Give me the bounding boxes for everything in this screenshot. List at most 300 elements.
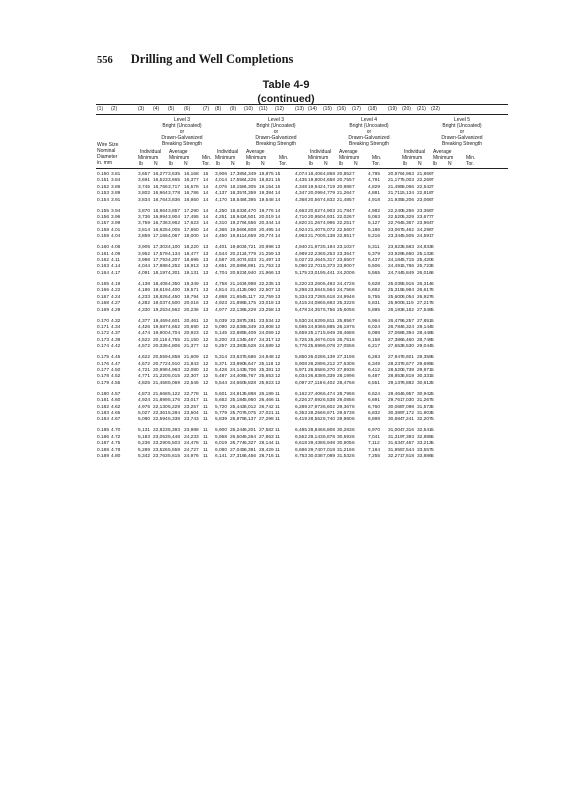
column-number: (16) <box>337 106 346 112</box>
table-cell: 7 <box>352 227 355 233</box>
table-cell: 4,350 <box>168 281 181 287</box>
sub-header-label: Minimum <box>433 155 454 161</box>
table-cell: 20,689 <box>230 264 245 270</box>
table-cell: 12 <box>203 337 209 343</box>
table-cell: 3,691 <box>138 178 151 184</box>
table-cell: 29,740 <box>308 447 323 453</box>
table-cell: 4,186 <box>138 288 151 294</box>
table-cell: 4,940 <box>295 245 308 251</box>
table-cell: 20,998 <box>153 367 168 373</box>
table-cell: 29,761 <box>388 398 403 404</box>
table-cell: 6,898 <box>368 417 381 423</box>
table-cell: 5,503 <box>168 441 181 447</box>
table-cell: 5,183 <box>138 434 151 440</box>
table-cell: 4,704 <box>168 331 181 337</box>
table-cell: 7 <box>431 227 434 233</box>
table-cell: 6,054 <box>402 294 415 300</box>
table-cell: 22,507 <box>259 288 274 294</box>
table-cell: 3,778 <box>168 191 181 197</box>
table-row <box>96 381 508 387</box>
table-row <box>96 198 508 204</box>
table-cell: 4,562 <box>168 307 181 313</box>
table-cell: 25,118 <box>259 361 274 367</box>
table-cell: 5,090 <box>215 324 228 330</box>
table-cell: 0.168 <box>97 301 110 307</box>
table-cell: 3.91 <box>111 197 121 203</box>
table-cell: 4,076 <box>215 184 228 190</box>
table-cell: 27,217 <box>417 301 432 307</box>
table-cell: 31,532 <box>337 454 352 459</box>
table-cell: 6,289 <box>295 404 308 410</box>
table-cell: 3,802 <box>138 191 151 197</box>
table-cell: 22,759 <box>259 294 274 300</box>
table-cell: 20,336 <box>153 344 168 350</box>
table-cell: 22,387 <box>230 318 245 324</box>
table-cell: 13 <box>275 281 281 287</box>
table-cell: 5,487 <box>215 374 228 380</box>
table-cell: 4.50 <box>111 367 121 373</box>
table-cell: 6,474 <box>323 391 336 397</box>
table-cell: 5,915 <box>402 281 415 287</box>
table-cell: 3.81 <box>111 172 121 177</box>
table-cell: 5,888 <box>244 391 257 397</box>
sub-header-label: Average <box>339 149 358 155</box>
table-cell: 0.172 <box>97 331 110 337</box>
column-number: (1) <box>97 106 104 112</box>
table-cell: 5,027 <box>295 258 308 264</box>
table-cell: 18,197 <box>153 270 168 276</box>
table-cell: 5,069 <box>168 380 181 386</box>
table-cell: 5,200 <box>215 337 228 343</box>
table-cell: 5,015 <box>168 374 181 380</box>
sub-header-label: Min. <box>466 155 476 161</box>
table-cell: 20,998 <box>259 245 274 251</box>
table-cell: 5,595 <box>295 324 308 330</box>
table-cell: 4.24 <box>111 294 121 300</box>
table-cell: 5,849 <box>402 270 415 276</box>
table-cell: 6 <box>352 270 355 276</box>
table-cell: 11 <box>275 391 280 397</box>
table-cell: 23,763 <box>153 454 168 459</box>
table-cell: 14 <box>203 197 209 203</box>
table-cell: 6 <box>431 270 434 276</box>
page-number: 556 <box>97 55 113 66</box>
table-cell: 25,171 <box>308 331 323 337</box>
table-cell: 0.167 <box>97 294 110 300</box>
table-cell: 23,650 <box>337 258 352 264</box>
table-cell: 21,220 <box>153 374 168 380</box>
table-cell: 4,659 <box>244 234 257 240</box>
table-cell: 15 <box>275 172 281 177</box>
table-cell: 4,450 <box>168 294 181 300</box>
table-cell: 4.60 <box>111 398 121 404</box>
table-cell: 5,506 <box>368 264 381 270</box>
table-cell: 24,086 <box>308 301 323 307</box>
table-cell: 6,141 <box>215 454 228 459</box>
table-cell: 6,201 <box>244 428 257 434</box>
table-cell: 32,271 <box>388 454 403 459</box>
table-cell: 4.17 <box>111 270 121 276</box>
table-cell: 19,384 <box>259 191 274 197</box>
sub-header-label: Minimum <box>308 155 329 161</box>
table-cell: 3,836 <box>168 197 181 203</box>
table-cell: 30,684 <box>388 417 403 423</box>
table-cell: 4,074 <box>295 172 308 177</box>
table-cell: 6,324 <box>402 324 415 330</box>
table-cell: 3,657 <box>138 172 151 177</box>
table-cell: 11 <box>203 428 208 434</box>
table-cell: 6 <box>352 417 355 423</box>
table-cell: 6 <box>352 380 355 386</box>
table-cell: 3,736 <box>138 215 151 221</box>
table-cell: 19,811 <box>230 234 245 240</box>
table-cell: 12 <box>203 367 209 373</box>
table-cell: 30,905 <box>337 441 352 447</box>
table-cell: 6,402 <box>323 380 336 386</box>
table-cell: 24,756 <box>337 288 352 294</box>
table-title: Table 4-9 <box>262 79 310 91</box>
table-cell: 20,950 <box>308 215 323 221</box>
table-cell: 5,559 <box>168 447 181 453</box>
table-cell: 5 <box>431 318 434 324</box>
table-cell: 30,593 <box>337 434 352 440</box>
table-cell: 21,259 <box>259 251 274 257</box>
table-cell: 27,973 <box>308 404 323 410</box>
table-cell: 24,589 <box>259 344 274 350</box>
table-cell: 7,316 <box>402 428 415 434</box>
table-cell: 5,964 <box>368 318 381 324</box>
table-cell: 7,184 <box>368 447 381 453</box>
table-cell: 27,582 <box>259 428 274 434</box>
table-cell: 18,619 <box>153 288 168 294</box>
table-cell: 6 <box>352 355 355 361</box>
column-number: (4) <box>153 106 160 112</box>
table-cell: 14 <box>203 178 209 184</box>
table-cell: 4.06 <box>111 245 121 251</box>
table-cell: 17,385 <box>230 172 245 177</box>
column-number: (11) <box>259 106 268 112</box>
group-header-4: Level 5 Bright (Uncoated) or Drawn-Galvanized Breaking Strength <box>441 117 483 148</box>
table-cell: 24,591 <box>417 234 432 240</box>
table-cell: 4,833 <box>244 258 257 264</box>
sub-header-label: Average <box>246 149 265 155</box>
table-cell: 14 <box>203 215 209 221</box>
table-cell: 13 <box>203 251 209 257</box>
table-cell: 7 <box>352 215 355 221</box>
table-cell: 6 <box>352 367 355 373</box>
table-cell: 26,927 <box>417 294 432 300</box>
table-cell: 23,260 <box>308 281 323 287</box>
table-cell: 21,973 <box>308 245 323 251</box>
running-head <box>97 50 293 68</box>
table-cell: 13 <box>203 281 209 287</box>
table-cell: 23,900 <box>337 264 352 270</box>
table-cell: 5,176 <box>168 398 181 404</box>
table-cell: 6 <box>352 294 355 300</box>
table-cell: 4,170 <box>215 197 228 203</box>
table-cell: 4.57 <box>111 391 121 397</box>
table-cell: 19,131 <box>184 270 199 276</box>
table-cell: 0.169 <box>97 307 110 313</box>
table-cell: 5,080 <box>138 417 151 423</box>
table-cell: 25,975 <box>230 417 245 423</box>
table-cell: 3,635 <box>168 172 181 177</box>
table-cell: 22,235 <box>259 281 274 287</box>
table-cell: 23,929 <box>388 251 403 257</box>
table-cell: 12 <box>203 331 209 337</box>
table-cell: 4,755 <box>168 337 181 343</box>
table-cell: 24,184 <box>388 258 403 264</box>
table-cell: 6,601 <box>402 355 415 361</box>
table-cell: 20,852 <box>337 172 352 177</box>
table-cell: 7,544 <box>402 447 415 453</box>
table-cell: 5,530 <box>295 318 308 324</box>
table-cell: 6 <box>352 301 355 307</box>
table-cell: 4.67 <box>111 417 121 423</box>
table-cell: 4,719 <box>323 184 336 190</box>
table-cell: 22,885 <box>230 331 245 337</box>
table-cell: 21,163 <box>230 281 245 287</box>
column-number: (18) <box>368 106 377 112</box>
table-cell: 22,307 <box>184 374 199 380</box>
table-cell: 22,851 <box>337 234 352 240</box>
table-cell: 0.184 <box>97 417 110 423</box>
table-cell: 4.34 <box>111 324 121 330</box>
table-cell: 28,475 <box>337 380 352 386</box>
table-cell: 4,250 <box>215 208 228 214</box>
table-cell: 4.32 <box>111 318 121 324</box>
table-cell: 31,004 <box>388 428 403 434</box>
table-cell: 7 <box>431 215 434 221</box>
table-cell: 22,236 <box>308 251 323 257</box>
table-cell: 0.181 <box>97 398 110 404</box>
table-cell: 27,055 <box>337 344 352 350</box>
table-cell: 13 <box>275 270 281 276</box>
table-cell: 6,024 <box>368 324 381 330</box>
table-cell: 4,931 <box>323 215 336 221</box>
table-cell: 25,900 <box>388 301 403 307</box>
table-cell: 30,389 <box>388 410 403 416</box>
table-cell: 15 <box>203 172 209 177</box>
table-cell: 4,881 <box>368 191 381 197</box>
table-cell: 30,283 <box>337 428 352 434</box>
table-cell: 5 <box>431 307 434 313</box>
table-cell: 4.45 <box>111 355 121 361</box>
table-cell: 20,016 <box>184 301 199 307</box>
table-cell: 6,419 <box>295 417 308 423</box>
table-cell: 4,587 <box>215 258 228 264</box>
chapter-title: Drilling and Well Completions <box>130 52 294 66</box>
table-cell: 6,034 <box>295 374 308 380</box>
table-cell: 31,216 <box>337 447 352 453</box>
table-cell: 5,393 <box>168 428 181 434</box>
table-cell: 27,851 <box>417 318 432 324</box>
table-cell: 0.188 <box>97 447 110 453</box>
table-cell: 4,522 <box>138 337 151 343</box>
table-cell: 21,267 <box>308 221 323 227</box>
table-cell: 3,859 <box>138 234 151 240</box>
table-cell: 4,710 <box>295 215 308 221</box>
table-cell: 19,278 <box>230 221 245 227</box>
sub-header-label: Min. <box>279 155 289 161</box>
table-cell: 6,217 <box>368 344 381 350</box>
table-cell: 7 <box>352 251 355 257</box>
table-cell: 33,557 <box>417 447 432 453</box>
table-cell: 24,833 <box>417 245 432 251</box>
table-cell: 13 <box>275 264 281 270</box>
table-cell: 7 <box>352 191 355 197</box>
table-cell: 5 <box>431 447 434 453</box>
table-cell: 3,665 <box>168 178 181 184</box>
table-cell: 6 <box>352 344 355 350</box>
table-cell: 24,629 <box>308 318 323 324</box>
table-cell: 5,755 <box>368 294 381 300</box>
table-cell: 31,903 <box>417 410 432 416</box>
table-cell: 19,794 <box>184 294 199 300</box>
table-cell: 5,220 <box>295 281 308 287</box>
row-group <box>96 319 508 351</box>
table-cell: 4,858 <box>323 172 336 177</box>
table-cell: 16,766 <box>153 184 168 190</box>
table-cell: 7 <box>352 221 355 227</box>
table-cell: 14 <box>203 191 209 197</box>
table-cell: 23,018 <box>259 301 274 307</box>
table-cell: 0.165 <box>97 281 110 287</box>
table-cell: 4,137 <box>215 191 228 197</box>
table-cell: 4,377 <box>138 318 151 324</box>
table-cell: 5,583 <box>402 245 415 251</box>
table-cell: 13 <box>275 258 281 264</box>
table-cell: 18,477 <box>184 251 199 257</box>
table-cell: 6,327 <box>244 441 257 447</box>
table-cell: 21,497 <box>259 258 274 264</box>
table-cell: 6,819 <box>402 374 415 380</box>
table-cell: 23,290 <box>153 441 168 447</box>
table-cell: 14 <box>203 227 209 233</box>
table-cell: 23,017 <box>184 398 199 404</box>
table-cell: 4,963 <box>402 172 415 177</box>
table-cell: 3,759 <box>138 221 151 227</box>
table-cell: 16,786 <box>184 191 199 197</box>
table-cell: 5 <box>431 367 434 373</box>
table-cell: 21,753 <box>259 264 274 270</box>
table-cell: 13 <box>203 245 209 251</box>
table-cell: 13 <box>275 294 281 300</box>
row-group <box>96 245 508 277</box>
table-cell: 22,542 <box>417 184 432 190</box>
table-cell: 12 <box>275 318 281 324</box>
table-cell: 28,144 <box>259 441 274 447</box>
table-cell: 30,331 <box>417 374 432 380</box>
table-cell: 17,303 <box>153 245 168 251</box>
sub-header-label: Average <box>169 149 188 155</box>
table-cell: 7 <box>431 221 434 227</box>
column-number: (20) <box>402 106 411 112</box>
table-cell: 7 <box>431 208 434 214</box>
table-cell: 4.22 <box>111 288 121 294</box>
unit-label: lb <box>169 161 173 167</box>
table-cell: 7,089 <box>323 454 336 459</box>
table-cell: 18,942 <box>230 215 245 221</box>
table-cell: 4,806 <box>168 344 181 350</box>
table-cell: 4,426 <box>138 324 151 330</box>
table-cell: 6,551 <box>368 380 381 386</box>
table-cell: 4,348 <box>295 184 308 190</box>
column-number: (5) <box>168 106 175 112</box>
table-cell: 6,878 <box>323 434 336 440</box>
table-cell: 25,856 <box>337 318 352 324</box>
table-cell: 7,018 <box>323 447 336 453</box>
table-cell: 6,019 <box>215 441 228 447</box>
row-group <box>96 355 508 387</box>
table-cell: 30,612 <box>417 380 432 386</box>
table-cell: 6,257 <box>402 318 415 324</box>
table-cell: 5,281 <box>244 318 257 324</box>
table-cell: 4,556 <box>244 221 257 227</box>
table-cell: 32,885 <box>417 434 432 440</box>
table-cell: 4,963 <box>295 234 308 240</box>
column-number: (3) <box>138 106 145 112</box>
table-cell: 5,122 <box>168 391 181 397</box>
table-cell: 5,379 <box>368 251 381 257</box>
table-cell: 4,601 <box>168 318 181 324</box>
table-cell: 17,579 <box>153 251 168 257</box>
table-cell: 26,479 <box>388 318 403 324</box>
table-cell: 26,617 <box>417 288 432 294</box>
table-cell: 6 <box>352 288 355 294</box>
table-cell: 4.78 <box>111 447 121 453</box>
table-cell: 20,407 <box>230 258 245 264</box>
table-cell: 0.160 <box>97 245 110 251</box>
table-cell: 25,923 <box>259 380 274 386</box>
table-cell: 6 <box>431 264 434 270</box>
table-cell: 4,368 <box>295 197 308 203</box>
table-cell: 20,923 <box>184 331 199 337</box>
table-cell: 0.163 <box>97 264 110 270</box>
unit-label: N <box>354 161 358 167</box>
table-cell: 26,742 <box>259 404 274 410</box>
table-cell: 29,044 <box>417 344 432 350</box>
table-cell: 3,952 <box>138 251 151 257</box>
table-cell: 5,257 <box>215 344 228 350</box>
table-cell: 5,586 <box>244 355 257 361</box>
table-cell: 3.94 <box>111 208 121 214</box>
table-cell: 5,256 <box>402 208 415 214</box>
table-cell: 16,950 <box>184 197 199 203</box>
table-cell: 14 <box>275 208 281 214</box>
table-cell: 4,858 <box>168 355 181 361</box>
table-cell: 0.156 <box>97 215 110 221</box>
table-cell: 6 <box>431 288 434 294</box>
table-cell: 21,609 <box>184 355 199 361</box>
table-cell: 5 <box>431 380 434 386</box>
table-cell: 4,820 <box>295 221 308 227</box>
table-cell: 4,873 <box>138 391 151 397</box>
table-cell: 6 <box>352 374 355 380</box>
table-cell: 12 <box>275 331 281 337</box>
table-cell: 11 <box>275 428 280 434</box>
table-cell: 21,668 <box>153 391 168 397</box>
table-cell: 4,652 <box>168 324 181 330</box>
table-cell: 25,600 <box>388 294 403 300</box>
table-cell: 14 <box>275 234 281 240</box>
table-cell: 5,650 <box>402 251 415 257</box>
table-cell: 4.70 <box>111 428 121 434</box>
table-cell: 24,200 <box>337 270 352 276</box>
table-cell: 25,699 <box>308 344 323 350</box>
table-cell: 16,578 <box>184 184 199 190</box>
header-bottom-rule <box>96 168 508 169</box>
